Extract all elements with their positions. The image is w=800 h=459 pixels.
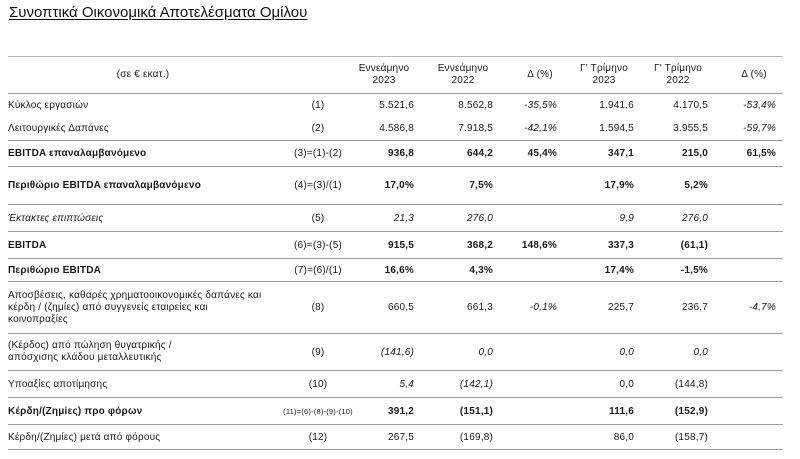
delta-9m [505, 334, 557, 370]
row-note: (1) [311, 99, 325, 111]
delta-9m [505, 167, 557, 204]
row-note: (8) [311, 302, 325, 313]
delta-9m [505, 205, 557, 231]
value-9m-2022: 7,5% [469, 180, 493, 191]
value-9m-2023: 391,2 [387, 405, 414, 417]
col-header-delta-9m: Δ (%) [527, 69, 553, 80]
row-note: (9) [311, 346, 325, 358]
delta-q3 [720, 398, 776, 424]
delta-9m [505, 371, 557, 397]
value-q3-2023: 0,0 [619, 378, 634, 390]
row-label: Λειτουργικές Δαπάνες [8, 122, 109, 134]
delta-q3 [720, 205, 776, 231]
value-9m-2022: 7.918,5 [458, 122, 493, 134]
value-9m-2022: 8.562,8 [458, 99, 493, 111]
value-q3-2022: (158,7) [674, 431, 708, 443]
col-header-q3-2022: Γ' Τρίμηνο 2022 [654, 63, 702, 86]
value-q3-2023: 1.941,6 [599, 99, 634, 111]
row-note: (3)=(1)-(2) [293, 148, 343, 159]
delta-9m: -42,1% [524, 122, 557, 134]
value-9m-2023: 267,5 [387, 431, 414, 443]
row-label: Υποαξίες αποτίμησης [8, 378, 108, 390]
value-q3-2022: 236,7 [681, 302, 708, 313]
delta-q3 [720, 371, 776, 397]
row-note: (12) [308, 431, 328, 443]
table-row [8, 282, 783, 334]
table-row [8, 232, 783, 259]
table-row [8, 94, 783, 116]
value-q3-2023: 337,3 [607, 239, 634, 251]
value-9m-2022: (151,1) [459, 405, 493, 417]
value-q3-2023: 86,0 [613, 431, 634, 443]
value-9m-2022: 644,2 [466, 148, 493, 159]
value-9m-2022: (169,8) [459, 431, 493, 443]
value-q3-2023: 0,0 [619, 346, 634, 358]
delta-q3: -53,4% [743, 99, 776, 111]
value-9m-2022: 661,3 [466, 302, 493, 313]
unit-header: (σε € εκατ.) [116, 69, 170, 80]
value-9m-2023: 5,4 [399, 378, 414, 390]
value-q3-2022: (152,9) [674, 405, 708, 417]
value-q3-2023: 347,1 [607, 148, 634, 159]
value-q3-2022: 276,0 [681, 212, 708, 224]
delta-q3: -4,7% [748, 302, 776, 313]
page-title: Συνοπτικά Οικονομικά Αποτελέσματα Ομίλου [9, 4, 308, 21]
value-9m-2023: 936,8 [387, 148, 414, 159]
value-q3-2023: 17,9% [604, 180, 634, 191]
value-q3-2023: 1.594,5 [599, 122, 634, 134]
row-note: (4)=(3)/(1) [294, 180, 342, 191]
delta-9m: 45,4% [527, 148, 557, 159]
value-q3-2022: (144,8) [674, 378, 708, 390]
row-label: Κύκλος εργασιών [8, 99, 89, 111]
value-9m-2022: 368,2 [466, 239, 493, 251]
table-header-row [8, 57, 783, 94]
table-row [8, 116, 783, 141]
row-label: EBITDA [8, 239, 47, 251]
delta-9m: -0,1% [529, 302, 557, 313]
financial-results-table [8, 56, 783, 454]
row-label: Έκτακτες επιπτώσεις [8, 212, 104, 224]
value-9m-2023: 660,5 [387, 302, 414, 313]
value-q3-2022: 3.955,5 [673, 122, 708, 134]
row-label: Κέρδη/(Ζημίες) μετά από φόρους [8, 431, 161, 443]
delta-q3 [720, 232, 776, 258]
value-9m-2023: 16,6% [384, 264, 414, 276]
delta-9m [505, 425, 557, 449]
row-label: Περιθώριο EBITDA επαναλαμβανόμενο [8, 180, 202, 191]
value-q3-2022: 0,0 [693, 346, 708, 358]
value-9m-2023: 915,5 [387, 239, 414, 251]
delta-q3 [720, 334, 776, 370]
value-q3-2023: 225,7 [607, 302, 634, 313]
row-note: (6)=(3)-(5) [293, 239, 343, 251]
value-9m-2022: 4,3% [469, 264, 493, 276]
table-row [8, 425, 783, 450]
value-9m-2022: (142,1) [459, 378, 493, 390]
table-row [8, 141, 783, 167]
table-row [8, 334, 783, 371]
table-row [8, 398, 783, 425]
table-row [8, 167, 783, 205]
value-9m-2023: 4.586,8 [379, 122, 414, 134]
value-q3-2022: 4.170,5 [673, 99, 708, 111]
value-q3-2022: 215,0 [681, 148, 708, 159]
value-q3-2023: 17,4% [604, 264, 634, 276]
row-note: (2) [311, 122, 325, 134]
delta-q3 [720, 425, 776, 449]
value-q3-2023: 111,6 [609, 405, 634, 417]
table-row [8, 205, 783, 232]
value-9m-2023: (141,6) [380, 346, 414, 358]
col-header-q3-2023: Γ' Τρίμηνο 2023 [580, 63, 628, 86]
row-label: EBITDA επαναλαμβανόμενο [8, 148, 147, 159]
row-note: (7)=(6)/(1) [294, 264, 342, 276]
row-label: (Κέρδος) από πώληση θυγατρικής / απόσχισης κλάδου μεταλλευτικής [8, 340, 172, 363]
delta-q3 [720, 167, 776, 204]
row-note: (11)=(6)-(8)-(9)-(10) [283, 406, 353, 416]
value-9m-2022: 276,0 [466, 212, 493, 224]
row-label: Περιθώριο EBITDA [8, 264, 102, 276]
table-row [8, 371, 783, 398]
row-label: Κέρδη/(Ζημίες) προ φόρων [8, 405, 143, 417]
row-note: (5) [311, 212, 325, 224]
row-note: (10) [308, 378, 328, 390]
col-header-9m-2023: Εννεάμηνο 2023 [358, 63, 410, 86]
delta-9m [505, 398, 557, 424]
row-label: Αποσβέσεις, καθαρές χρηματοοικονομικές δαπάνες και κέρδη / (ζημίες) από συγγενείς εταιρείες και κοινοπραξίες [8, 289, 262, 325]
delta-q3 [720, 259, 776, 281]
col-header-9m-2022: Εννεάμηνο 2022 [437, 63, 489, 86]
delta-9m: -35,5% [524, 99, 557, 111]
value-9m-2023: 21,3 [393, 212, 414, 224]
delta-9m: 148,6% [521, 239, 557, 251]
delta-9m [505, 259, 557, 281]
delta-q3: 61,5% [746, 148, 776, 159]
value-q3-2022: 5,2% [684, 180, 708, 191]
value-9m-2023: 5.521,6 [379, 99, 414, 111]
delta-q3: -59,7% [743, 122, 776, 134]
table-row [8, 259, 783, 282]
value-9m-2022: 0,0 [478, 346, 493, 358]
value-q3-2022: (61,1) [680, 239, 708, 251]
col-header-delta-q3: Δ (%) [741, 69, 767, 80]
value-q3-2023: 9,9 [619, 212, 634, 224]
value-q3-2022: -1,5% [680, 264, 708, 276]
value-9m-2023: 17,0% [384, 180, 414, 191]
